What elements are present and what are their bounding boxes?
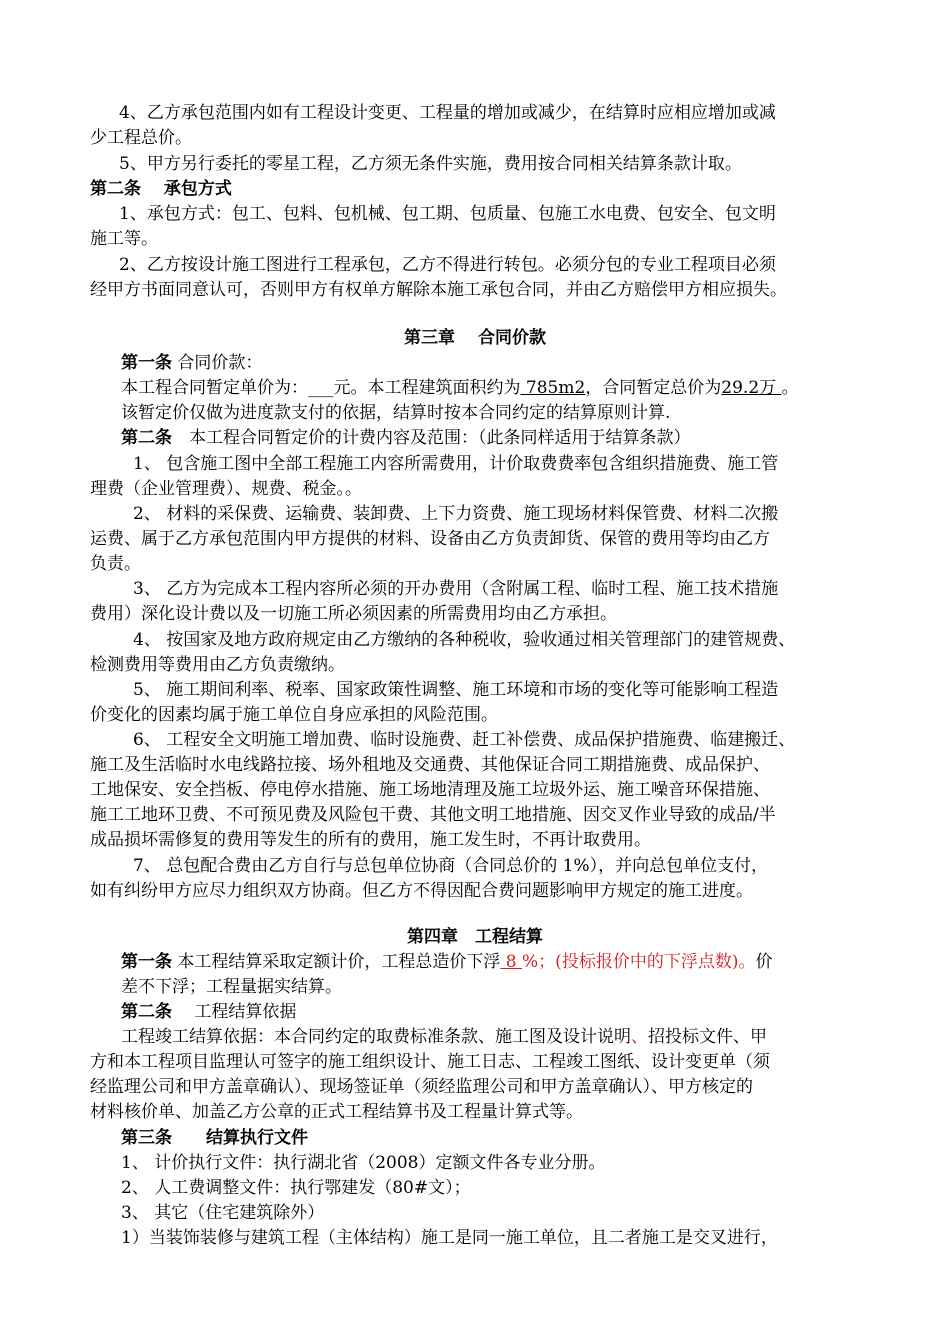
ch4-article-2 (121, 1000, 901, 1024)
chapter-3-title: 第三章 合同价款 (404, 328, 546, 348)
ch4-article-1-line-2: 差不下浮；工程量据实结算。 (121, 977, 342, 997)
basis-line-1-a: 工程竣工结算依据：本合同约定的取费标准条款、施工图及设计说明 (121, 1027, 631, 1047)
basis-line-1-c: 招投标文件、甲 (648, 1027, 767, 1047)
discount-rate-tail: %；(投标报价中的下浮点数)。 (522, 952, 756, 972)
clause-4-line-1: 4、乙方承包范围内如有工程设计变更、工程量的增加或减少，在结算时应相应增加或减 (119, 103, 776, 123)
ch4-article-1 (121, 950, 881, 974)
item-7-line-1: 7、 总包配合费由乙方自行与总包单位协商（合同总价的 1%），并向总包单位支付， (133, 856, 769, 876)
item-3-line-2: 费用）深化设计费以及一切施工所必须因素的所需费用均由乙方承担。 (90, 604, 617, 624)
price-end: 。 (781, 378, 799, 398)
total-price: 29.2万 (721, 378, 782, 398)
ch4-article-1-text: 本工程结算采取定额计价，工程总造价下浮 (172, 952, 501, 972)
chapter-4-title: 第四章 工程结算 (407, 927, 543, 947)
price-line-2: 该暂定价仅做为进度款支付的依据，结算时按本合同约定的结算原则计算. (121, 403, 671, 423)
item-4-line-2: 检测费用等费用由乙方负责缴纳。 (90, 655, 345, 675)
item-5-line-1: 5、 施工期间利率、税率、国家政策性调整、施工环境和市场的变化等可能影响工程造 (133, 680, 779, 700)
basis-line-4: 材料核价单、加盖乙方公章的正式工程结算书及工程量计算式等。 (90, 1102, 583, 1122)
item-1-line-2: 理费（企业管理费）、规费、税金。。 (90, 479, 362, 499)
item-2-line-2: 运费、属于乙方承包范围内甲方提供的材料、设备由乙方负责卸货、保管的费用等均由乙方 (90, 529, 770, 549)
ch4-article-2-text: 工程结算依据 (172, 1002, 297, 1022)
item-6-line-1: 6、 工程安全文明施工增加费、临时设施费、赶工补偿费、成品保护措施费、临建搬迁、 (133, 730, 796, 750)
ch3-article-2-head: 第二条 (121, 428, 172, 448)
price-prefix: 本工程合同暂定单价为： (121, 378, 308, 398)
ch3-article-1-text: 合同价款： (172, 353, 263, 373)
ch3-article-2 (121, 426, 901, 450)
file-item-1: 1、 计价执行文件：执行湖北省（2008）定额文件各专业分册。 (121, 1153, 606, 1173)
basis-line-1-mark: 、 (631, 1027, 648, 1047)
file-item-3-1: 1）当装饰装修与建筑工程（主体结构）施工是同一施工单位，且二者施工是交叉进行， (121, 1228, 778, 1248)
clause-4-line-2: 少工程总价。 (90, 128, 192, 148)
basis-line-1 (121, 1025, 901, 1049)
price-mid-2: ，合同暂定总价为 (585, 378, 722, 398)
article-2-para-2-line-2: 经甲方书面同意认可，否则甲方有权单方解除本施工承包合同，并由乙方赔偿甲方相应损失。 (90, 280, 787, 300)
ch4-article-1-end: 价 (755, 952, 773, 972)
item-4-line-1: 4、 按国家及地方政府规定由乙方缴纳的各种税收，验收通过相关管理部门的建管规费、 (133, 630, 796, 650)
article-2-para-2-line-1: 2、乙方按设计施工图进行工程承包，乙方不得进行转包。必须分包的专业工程项目必须 (119, 255, 776, 275)
ch4-article-1-head: 第一条 (121, 952, 172, 972)
article-2-heading: 第二条 承包方式 (90, 179, 232, 199)
item-6-line-2: 施工及生活临时水电线路拉接、场外租地及交通费、其他保证合同工期措施费、成品保护、 (90, 755, 770, 775)
item-6-line-4: 施工工地环卫费、不可预见费及风险包干费、其他文明工地措施、因交叉作业导致的成品/半 (90, 805, 776, 825)
item-2-line-1: 2、 材料的采保费、运输费、装卸费、上下力资费、施工现场材料保管费、材料二次搬 (133, 504, 779, 524)
ch3-article-2-text: 本工程合同暂定价的计费内容及范围：（此条同样适用于结算条款） (172, 428, 691, 448)
file-item-3: 3、 其它（住宅建筑除外） (121, 1203, 325, 1223)
item-6-line-3: 工地保安、安全挡板、停电停水措施、施工场地清理及施工垃圾外运、施工噪音环保措施、 (90, 780, 770, 800)
price-mid: 元。本工程建筑面积约为 (333, 378, 521, 398)
clause-5: 5、甲方另行委托的零星工程，乙方须无条件实施，费用按合同相关结算条款计取。 (119, 154, 742, 174)
basis-line-2: 方和本工程项目监理认可签字的施工组织设计、施工日志、工程竣工图纸、设计变更单（须 (90, 1052, 770, 1072)
item-5-line-2: 价变化的因素均属于施工单位自身应承担的风险范围。 (90, 705, 498, 725)
article-2-para-1-line-2: 施工等。 (90, 229, 158, 249)
ch3-article-1-head: 第一条 (121, 353, 172, 373)
ch3-article-1 (121, 351, 901, 375)
discount-rate: 8 (500, 952, 523, 972)
article-2-para-1-line-1: 1、承包方式：包工、包料、包机械、包工期、包质量、包施工水电费、包安全、包文明 (119, 204, 776, 224)
building-area: 785m2 (520, 378, 586, 398)
basis-line-3: 经监理公司和甲方盖章确认）、现场签证单（须经监理公司和甲方盖章确认）、甲方核定的 (90, 1077, 753, 1097)
unit-price-blank: ___ (308, 378, 334, 398)
ch4-article-2-head: 第二条 (121, 1002, 172, 1022)
file-item-2: 2、 人工费调整文件：执行鄂建发（80#文）； (121, 1178, 471, 1198)
item-3-line-1: 3、 乙方为完成本工程内容所必须的开办费用（含附属工程、临时工程、施工技术措施 (133, 579, 779, 599)
item-7-line-2: 如有纠纷甲方应尽力组织双方协商。但乙方不得因配合费问题影响甲方规定的施工进度。 (90, 881, 753, 901)
item-2-line-3: 负责。 (90, 554, 141, 574)
item-6-line-5: 成品损坏需修复的费用等发生的所有的费用，施工发生时，不再计取费用。 (90, 830, 651, 850)
item-1-line-1: 1、 包含施工图中全部工程施工内容所需费用，计价取费费率包含组织措施费、施工管 (133, 454, 779, 474)
ch4-article-3-heading: 第三条 结算执行文件 (121, 1128, 308, 1148)
price-line (121, 376, 901, 400)
